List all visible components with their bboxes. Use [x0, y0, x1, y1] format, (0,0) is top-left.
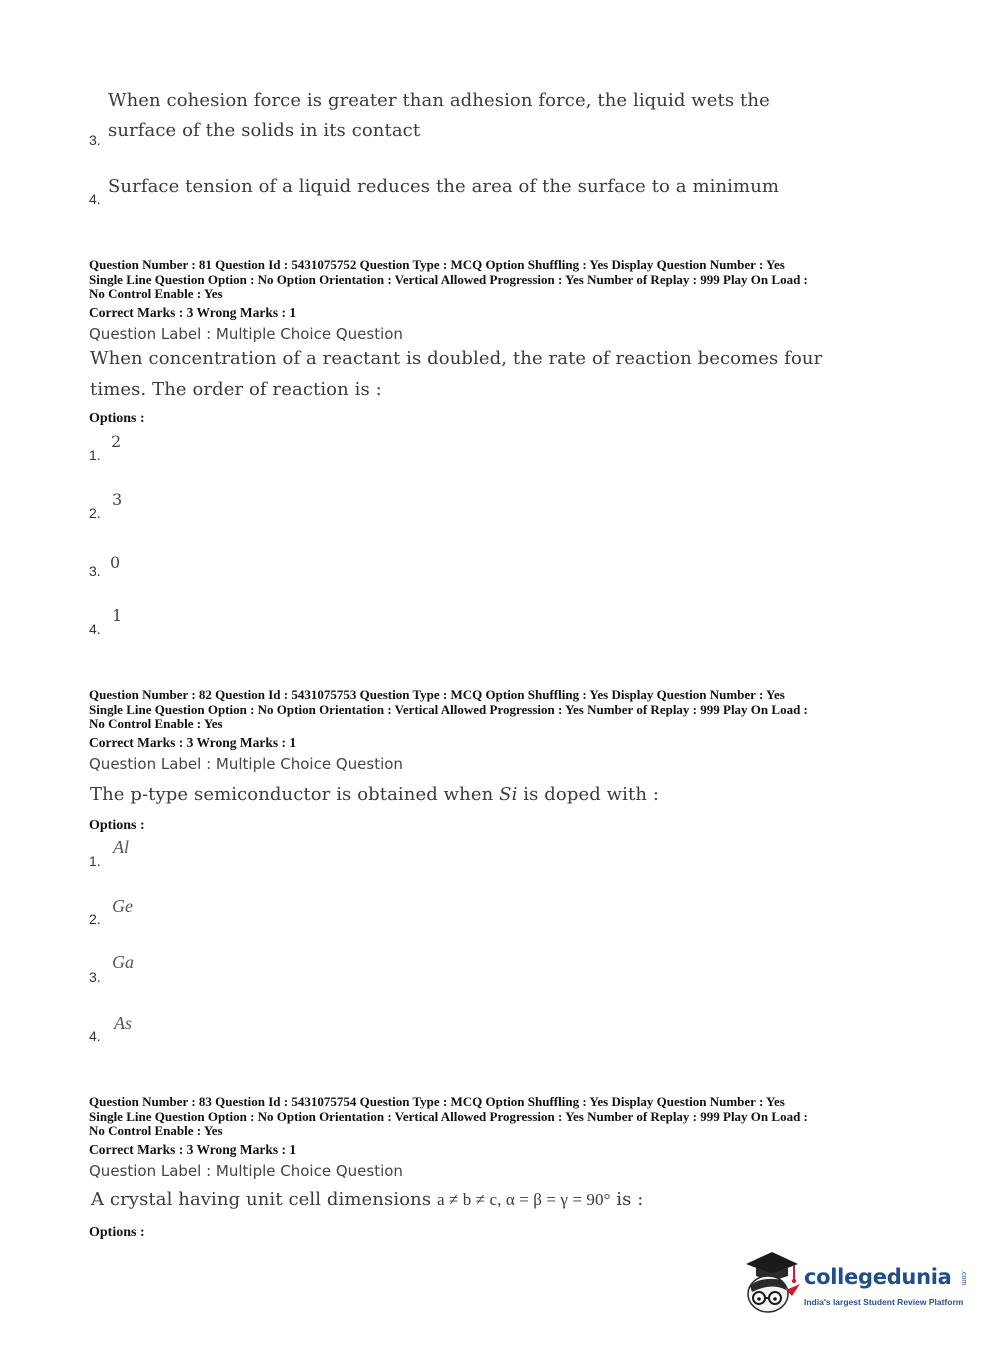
q82-question-text	[90, 784, 659, 805]
q82-option-2-value[interactable]: Ge	[112, 896, 133, 916]
q82-text-post: is doped with :	[517, 784, 660, 805]
q81-meta-line-1: Question Number : 81 Question Id : 5431075752 Question Type : MCQ Option Shuffling : Yes Display Question Number : Yes	[89, 257, 785, 272]
q82-text-variable: Si	[499, 784, 518, 805]
prev-option-4-number: 4.	[89, 191, 101, 207]
q81-question-text-line-1: When concentration of a reactant is doubled, the rate of reaction becomes four	[90, 348, 823, 369]
q81-option-1-value[interactable]: 2	[111, 432, 122, 451]
q81-option-4-value[interactable]: 1	[112, 606, 123, 625]
mascot-icon	[742, 1250, 802, 1320]
q81-option-2-number[interactable]: 2.	[89, 505, 101, 521]
q83-metadata	[89, 1095, 919, 1139]
logo-tagline: India's largest Student Review Platform	[804, 1297, 964, 1307]
q83-marks: Correct Marks : 3 Wrong Marks : 1	[89, 1142, 297, 1157]
q82-option-3-value[interactable]: Ga	[112, 952, 134, 972]
q81-meta-line-2: Single Line Question Option : No Option Orientation : Vertical Allowed Progression : Yes Number of Replay : 999 Play On Load :	[89, 271, 808, 287]
q83-meta-line-3: No Control Enable : Yes	[89, 1123, 223, 1139]
prev-option-4-text: Surface tension of a liquid reduces the area of the surface to a minimum	[108, 176, 780, 197]
q82-meta-line-2: Single Line Question Option : No Option Orientation : Vertical Allowed Progression : Yes Number of Replay : 999 Play On Load :	[89, 701, 808, 717]
q81-option-4-number[interactable]: 4.	[89, 621, 101, 637]
collegedunia-mascot-logo	[742, 1250, 802, 1320]
q81-meta-line-3: No Control Enable : Yes	[89, 286, 223, 302]
q81-metadata	[89, 258, 919, 302]
q82-question-label: Question Label : Multiple Choice Question	[89, 755, 403, 773]
q81-question-label: Question Label : Multiple Choice Question	[89, 325, 403, 343]
collegedunia-wordmark: collegedunia	[804, 1265, 952, 1289]
q83-text-post: is :	[610, 1189, 644, 1210]
q82-text-pre: The p-type semiconductor is obtained when	[90, 784, 500, 805]
q83-question-text	[91, 1189, 643, 1210]
q82-option-4-value[interactable]: As	[114, 1013, 132, 1033]
q83-options-heading: Options :	[89, 1225, 145, 1240]
q82-meta-line-3: No Control Enable : Yes	[89, 716, 223, 732]
q82-meta-line-1: Question Number : 82 Question Id : 5431075753 Question Type : MCQ Option Shuffling : Yes Display Question Number : Yes	[89, 687, 785, 702]
q82-options-heading: Options :	[89, 818, 145, 833]
q82-marks: Correct Marks : 3 Wrong Marks : 1	[89, 735, 297, 750]
q83-text-pre: A crystal having unit cell dimensions	[91, 1189, 437, 1210]
prev-option-3-line-1: When cohesion force is greater than adhesion force, the liquid wets the	[108, 90, 770, 111]
prev-option-3-line-2: surface of the solids in its contact	[108, 120, 421, 141]
q81-marks: Correct Marks : 3 Wrong Marks : 1	[89, 305, 297, 320]
q82-option-3-number[interactable]: 3.	[89, 969, 101, 985]
q81-option-3-number[interactable]: 3.	[89, 563, 101, 579]
q82-option-2-number[interactable]: 2.	[89, 911, 101, 927]
q83-question-label: Question Label : Multiple Choice Question	[89, 1162, 403, 1180]
logo-com-suffix: .com	[960, 1270, 967, 1286]
q83-meta-line-1: Question Number : 83 Question Id : 5431075754 Question Type : MCQ Option Shuffling : Yes Display Question Number : Yes	[89, 1094, 785, 1109]
q81-question-text-line-2: times. The order of reaction is :	[90, 379, 382, 400]
q81-option-1-number[interactable]: 1.	[89, 447, 101, 463]
q81-options-heading: Options :	[89, 411, 145, 426]
q82-option-4-number[interactable]: 4.	[89, 1028, 101, 1044]
q82-option-1-number[interactable]: 1.	[89, 853, 101, 869]
q81-option-3-value[interactable]: 0	[110, 553, 121, 572]
q83-meta-line-2: Single Line Question Option : No Option Orientation : Vertical Allowed Progression : Yes Number of Replay : 999 Play On Load :	[89, 1108, 808, 1124]
q81-option-2-value[interactable]: 3	[112, 490, 123, 509]
q83-text-math: a ≠ b ≠ c, α = β = γ = 90°	[436, 1190, 611, 1209]
q82-option-1-value[interactable]: Al	[113, 837, 129, 857]
q82-metadata	[89, 688, 919, 732]
prev-option-3-number: 3.	[89, 132, 101, 148]
